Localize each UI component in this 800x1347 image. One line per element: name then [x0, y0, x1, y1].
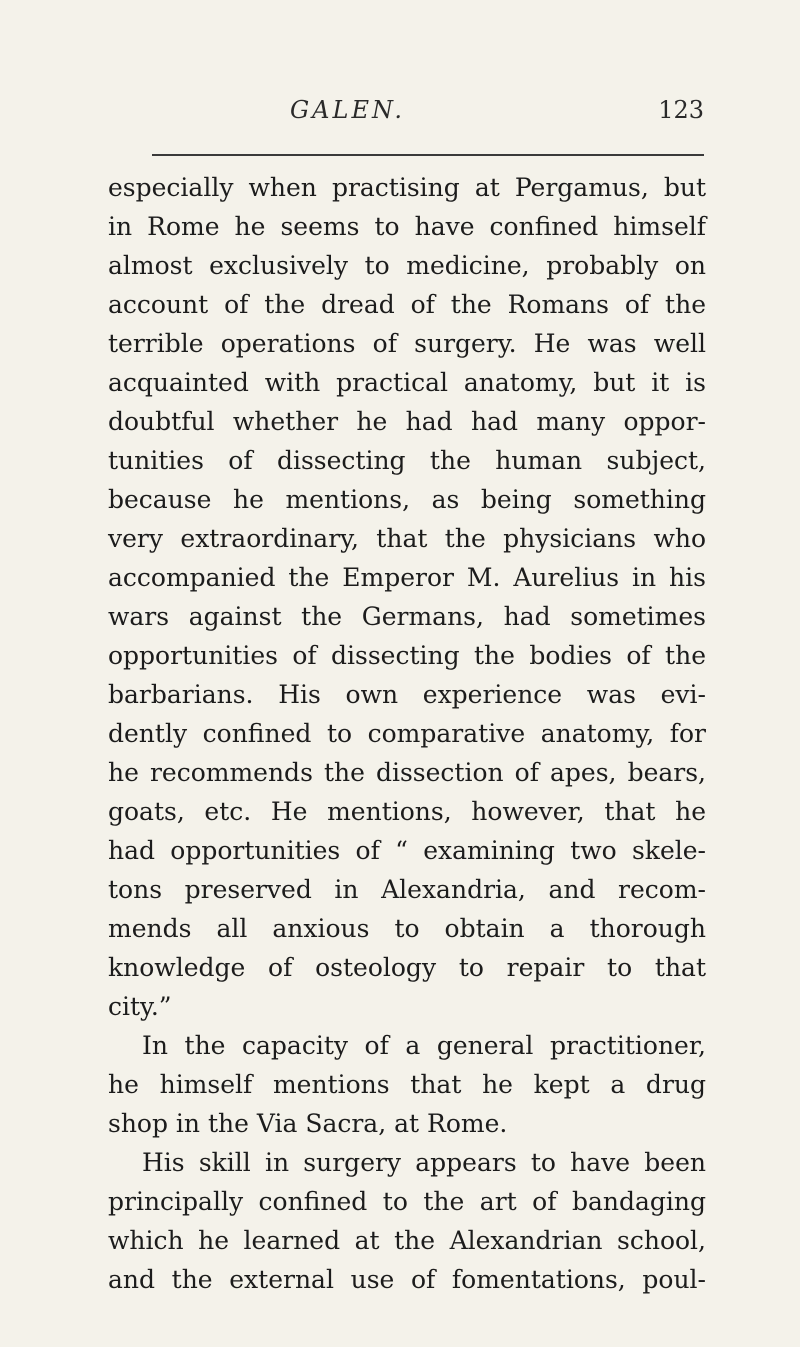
text-line: knowledge of osteology to repair to that: [108, 953, 706, 982]
header-rule: [152, 154, 704, 156]
text-line: especially when practising at Pergamus, but: [108, 173, 706, 202]
text-line: barbarians. His own experience was evi-: [108, 680, 706, 709]
running-title: GALEN.: [290, 96, 406, 124]
text-line: and the external use of fomentations, poul-: [108, 1265, 706, 1294]
page-header: [152, 96, 704, 136]
text-line: accompanied the Emperor M. Aurelius in his: [108, 563, 706, 592]
text-line: terrible operations of surgery. He was well: [108, 329, 706, 358]
text-line: had opportunities of “ examining two skele-: [108, 836, 706, 865]
body-text: [108, 168, 706, 1299]
text-line: account of the dread of the Romans of the: [108, 290, 706, 319]
text-line: dently confined to comparative anatomy, for: [108, 719, 706, 748]
text-line: because he mentions, as being something: [108, 485, 706, 514]
text-line: goats, etc. He mentions, however, that he: [108, 797, 706, 826]
text-line: he recommends the dissection of apes, bears,: [108, 758, 706, 787]
text-line: in Rome he seems to have confined himself: [108, 212, 706, 241]
text-line: tunities of dissecting the human subject,: [108, 446, 706, 475]
text-line: wars against the Germans, had sometimes: [108, 602, 706, 631]
paragraph-end-line: city.”: [108, 992, 172, 1021]
text-line: mends all anxious to obtain a thorough: [108, 914, 706, 943]
paragraph-start-line: His skill in surgery appears to have been: [142, 1148, 706, 1177]
text-line: principally confined to the art of bandaging: [108, 1187, 706, 1216]
text-line: tons preserved in Alexandria, and recom-: [108, 875, 706, 904]
text-line: very extraordinary, that the physicians who: [108, 524, 706, 553]
text-line: doubtful whether he had had many oppor-: [108, 407, 706, 436]
text-line: opportunities of dissecting the bodies of the: [108, 641, 706, 670]
text-line: he himself mentions that he kept a drug: [108, 1070, 706, 1099]
page-number: 123: [658, 96, 704, 124]
text-line: which he learned at the Alexandrian school,: [108, 1226, 706, 1255]
paragraph-end-line: shop in the Via Sacra, at Rome.: [108, 1109, 508, 1138]
text-line: almost exclusively to medicine, probably on: [108, 251, 706, 280]
paragraph-start-line: In the capacity of a general practitioner,: [142, 1031, 706, 1060]
text-line: acquainted with practical anatomy, but it is: [108, 368, 706, 397]
